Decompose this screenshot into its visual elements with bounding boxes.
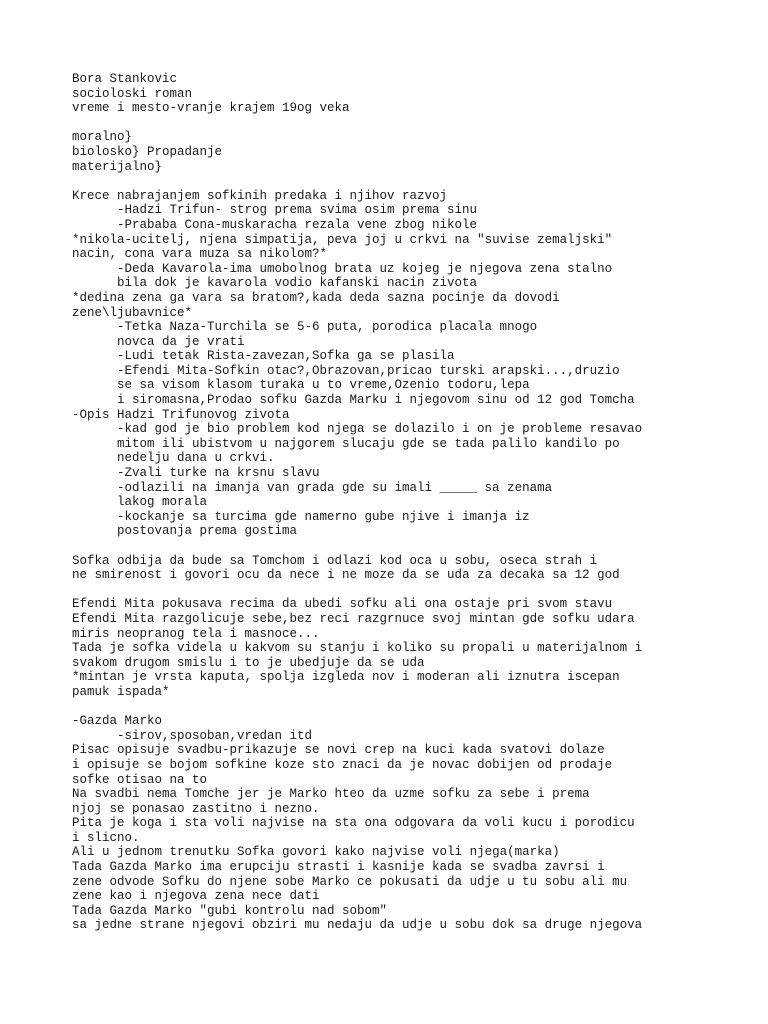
paragraph-gap [72, 539, 752, 554]
text-line: pamuk ispada* [72, 684, 170, 699]
text-line: Tada je sofka videla u kakvom su stanju i koliko su propali u materijalnom i [72, 641, 643, 656]
text-line: -Gazda Marko [72, 714, 163, 729]
text-line-indented: mitom ili ubistvom u najgorem slucaju gde se tada palilo kandilo po [117, 436, 620, 451]
text-line-indented: -Prababa Cona-muskaracha rezala vene zbog nikole [117, 217, 478, 232]
text-line-indented: -kockanje sa turcima gde namerno gube njive i imanja iz [117, 509, 530, 524]
text-line: zene\ljubavnice* [72, 305, 193, 320]
text-line: Krece nabrajanjem sofkinih predaka i njihov razvoj [72, 188, 448, 203]
text-line: moralno} [72, 130, 133, 145]
text-line: ne smirenost i govori ocu da nece i ne moze da se uda za decaka sa 12 god [72, 568, 620, 583]
text-line-indented: -Tetka Naza-Turchila se 5-6 puta, porodica placala mnogo [117, 320, 538, 335]
text-line: Sofka odbija da bude sa Tomchom i odlazi kod oca u sobu, oseca strah i [72, 553, 598, 568]
text-line: socioloski roman [72, 86, 193, 101]
paragraph-gap [72, 174, 752, 189]
text-line-indented: -sirov,sposoban,vredan itd [117, 728, 313, 743]
document-text [72, 72, 752, 933]
paragraph [72, 714, 752, 933]
text-line: Bora Stankovic [72, 72, 178, 86]
text-line: Tada Gazda Marko ima erupciju strasti i kasnije kada se svadba zavrsi i [72, 860, 605, 875]
text-line-indented: bila dok je kavarola vodio kafanski nacin zivota [117, 276, 478, 291]
text-line: materijalno} [72, 159, 163, 174]
paragraph [72, 72, 752, 116]
text-line: zene kao i njegova zena nece dati [72, 889, 320, 904]
text-line-indented: -Hadzi Trifun- strog prema svima osim prema sinu [117, 203, 478, 218]
paragraph-gap [72, 583, 752, 598]
text-line: Efendi Mita razgolicuje sebe,bez reci razgrnuce svoj mintan gde sofku udara [72, 611, 635, 626]
paragraph [72, 554, 752, 583]
text-line: Tada Gazda Marko "gubi kontrolu nad sobom" [72, 903, 388, 918]
paragraph [72, 597, 752, 699]
paragraph [72, 189, 752, 539]
text-line: zene odvode Sofku do njene sobe Marko ce pokusati da udje u tu sobu ali mu [72, 874, 628, 889]
text-line: Pisac opisuje svadbu-prikazuje se novi crep na kuci kada svatovi dolaze [72, 743, 605, 758]
text-line-indented: novca da je vrati [117, 334, 245, 349]
text-line: -Opis Hadzi Trifunovog zivota [72, 407, 290, 422]
text-line-indented: -kad god je bio problem kod njega se dolazilo i on je probleme resavao [117, 422, 643, 437]
text-line-indented: postovanja prema gostima [117, 524, 298, 539]
text-line: biolosko} Propadanje [72, 144, 223, 159]
text-line-indented: nedelju dana u crkvi. [117, 451, 275, 466]
text-line: *mintan je vrsta kaputa, spolja izgleda nov i moderan ali iznutra iscepan [72, 670, 620, 685]
text-line-indented: -Deda Kavarola-ima umobolnog brata uz kojeg je njegova zena stalno [117, 261, 613, 276]
text-line: njoj se ponasao zastitno i nezno. [72, 801, 320, 816]
text-line: Na svadbi nema Tomche jer je Marko hteo da uzme sofku za sebe i prema [72, 787, 590, 802]
text-line: Ali u jednom trenutku Sofka govori kako najvise voli njega(marka) [72, 845, 560, 860]
text-line-indented: se sa visom klasom turaka u to vreme,Ozenio todoru,lepa [117, 378, 530, 393]
text-line: Efendi Mita pokusava recima da ubedi sofku ali ona ostaje pri svom stavu [72, 597, 613, 612]
text-line: vreme i mesto-vranje krajem 19og veka [72, 101, 350, 116]
text-line: nacin, cona vara muza sa nikolom?* [72, 247, 328, 262]
text-line: *nikola-ucitelj, njena simpatija, peva joj u crkvi na "suvise zemaljski" [72, 232, 613, 247]
paragraph-gap [72, 700, 752, 715]
text-line-indented: -Efendi Mita-Sofkin otac?,Obrazovan,pricao turski arapski...,druzio [117, 363, 620, 378]
text-line: miris neopranog tela i masnoce... [72, 626, 320, 641]
text-line-indented: -odlazili na imanja van grada gde su imali _____ sa zenama [117, 480, 553, 495]
text-line-indented: -Zvali turke na krsnu slavu [117, 466, 320, 481]
text-line: i slicno. [72, 830, 140, 845]
text-line: sa jedne strane njegovi obziri mu nedaju da udje u sobu dok sa druge njegova [72, 918, 643, 933]
paragraph-gap [72, 116, 752, 131]
text-line: sofke otisao na to [72, 772, 208, 787]
text-line: i opisuje se bojom sofkine koze sto znaci da je novac dobijen od prodaje [72, 757, 613, 772]
text-line: *dedina zena ga vara sa bratom?,kada deda sazna pocinje da dovodi [72, 290, 560, 305]
text-line-indented: -Ludi tetak Rista-zavezan,Sofka ga se plasila [117, 349, 455, 364]
paragraph [72, 130, 752, 174]
text-line-indented: i siromasna,Prodao sofku Gazda Marku i njegovom sinu od 12 god Tomcha [117, 393, 635, 408]
text-line-indented: lakog morala [117, 495, 208, 510]
text-line: Pita je koga i sta voli najvise na sta ona odgovara da voli kucu i porodicu [72, 816, 635, 831]
text-line: svakom drugom smislu i to je ubedjuje da se uda [72, 655, 425, 670]
